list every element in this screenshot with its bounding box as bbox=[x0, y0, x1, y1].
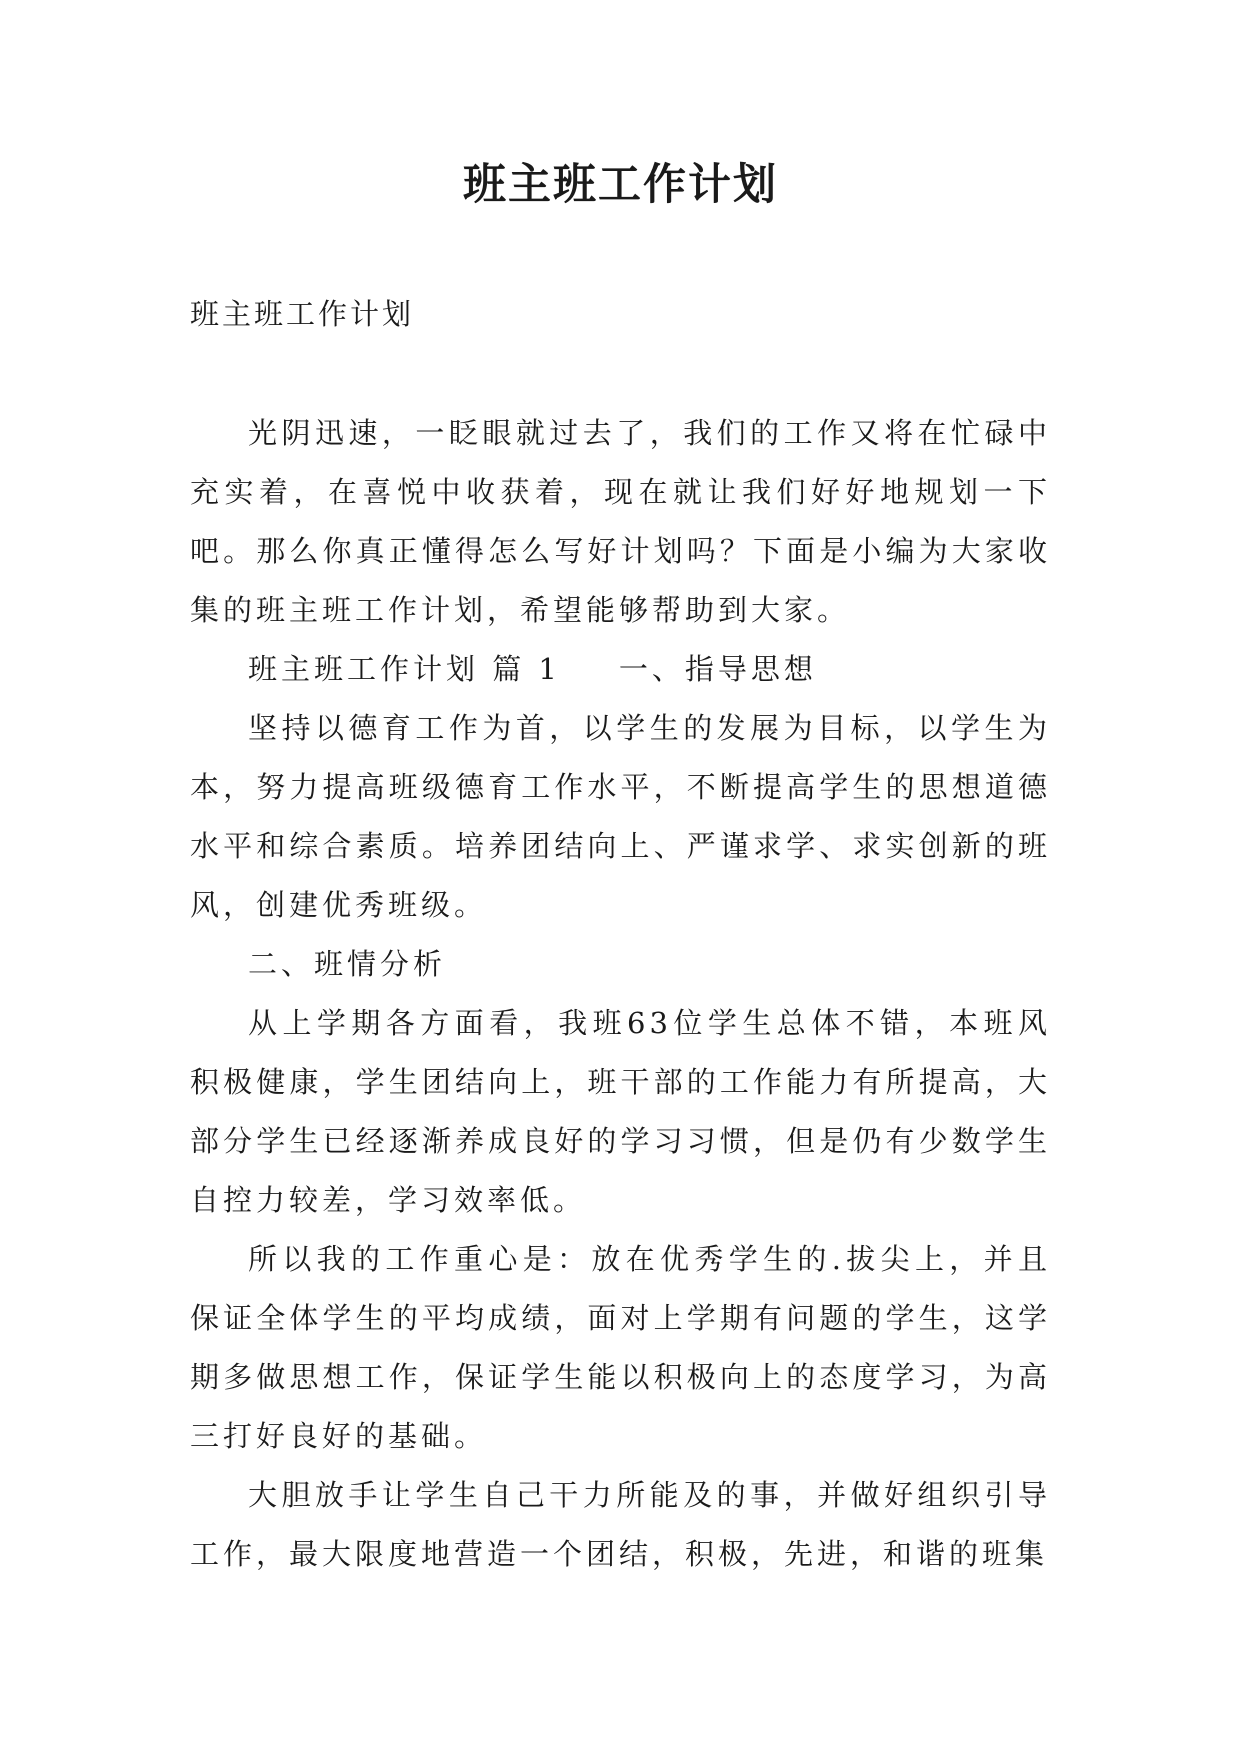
paragraph-delegation: 大胆放手让学生自己干力所能及的事，并做好组织引导工作，最大限度地营造一个团结，积极，先进，和谐的班集 bbox=[190, 1478, 1051, 1571]
document-body bbox=[190, 404, 1051, 1584]
document-title: 班主班工作计划 bbox=[463, 160, 778, 210]
section-heading-class-analysis: 二、班情分析 bbox=[248, 947, 447, 981]
paragraph-work-focus: 所以我的工作重心是：放在优秀学生的.拔尖上，并且保证全体学生的平均成绩，面对上学期有问题的学生，这学期多做思想工作，保证学生能以积极向上的态度学习，为高三打好良好的基础。 bbox=[190, 1242, 1051, 1453]
document-subtitle: 班主班工作计划 bbox=[190, 297, 415, 331]
paragraph-class-analysis: 从上学期各方面看，我班63位学生总体不错，本班风积极健康，学生团结向上，班干部的工作能力有所提高，大部分学生已经逐渐养成良好的学习习惯，但是仍有少数学生自控力较差，学习效率低。 bbox=[190, 1006, 1051, 1217]
plan-label: 班主班工作计划 篇 1 bbox=[248, 652, 561, 686]
section-heading-guiding-ideology: 一、指导思想 bbox=[618, 652, 817, 686]
section-heading-line bbox=[190, 640, 1051, 699]
paragraph-guiding-ideology: 坚持以德育工作为首，以学生的发展为目标，以学生为本，努力提高班级德育工作水平，不断提高学生的思想道德水平和综合素质。培养团结向上、严谨求学、求实创新的班风，创建优秀班级。 bbox=[190, 711, 1051, 922]
paragraph-intro: 光阴迅速，一眨眼就过去了，我们的工作又将在忙碌中充实着，在喜悦中收获着，现在就让我们好好地规划一下吧。那么你真正懂得怎么写好计划吗？下面是小编为大家收集的班主班工作计划，希望能够帮助到大家。 bbox=[190, 416, 1051, 627]
